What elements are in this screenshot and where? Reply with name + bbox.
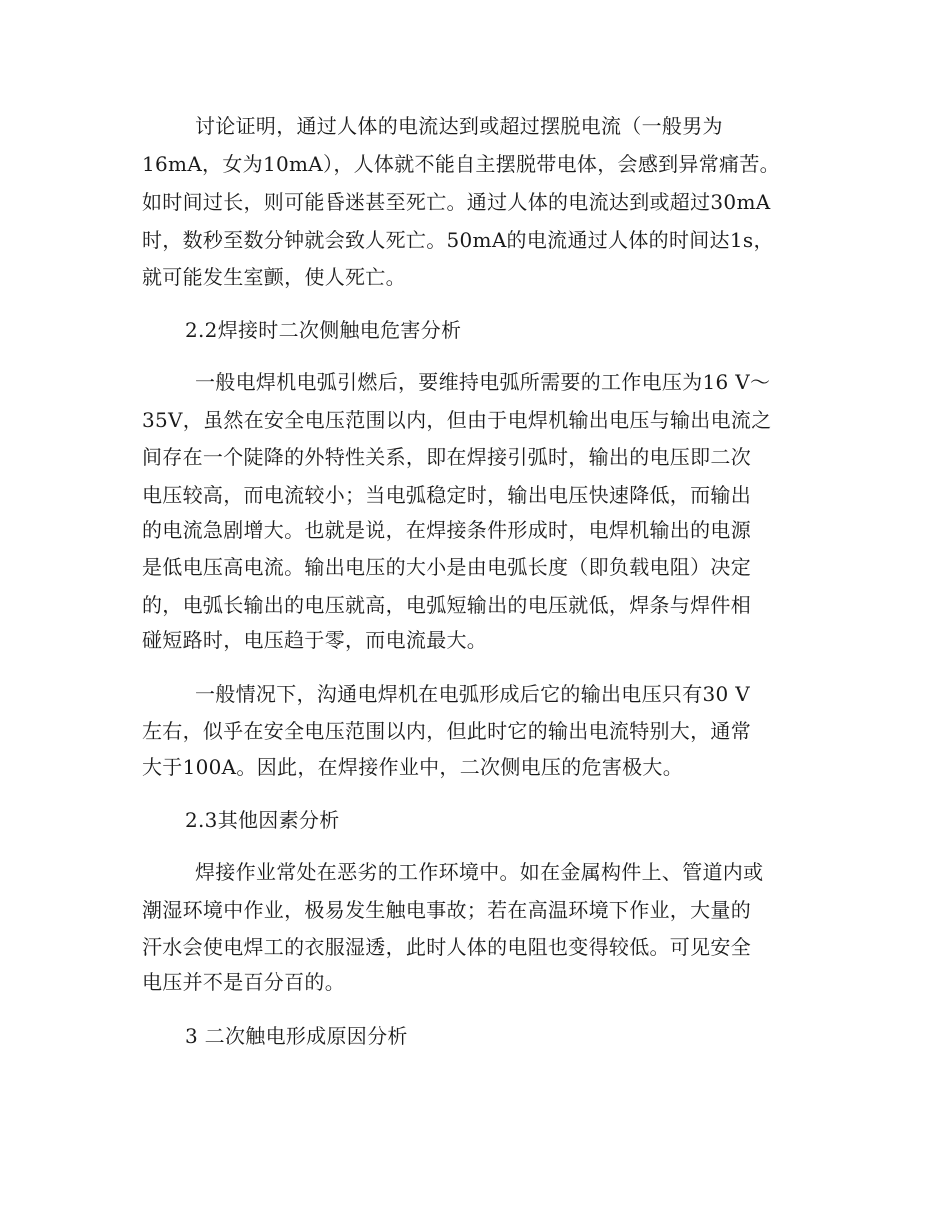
paragraph-line: 一般情况下，沟通电焊机在电弧形成后它的输出电压只有30 V (195, 682, 750, 706)
paragraph-line: 就可能发生室颤，使人死亡。 (142, 265, 406, 289)
paragraph-line: 讨论证明，通过人体的电流达到或超过摆脱电流（一般男为 (195, 114, 723, 138)
paragraph-line: 大于100A。因此，在焊接作业中，二次侧电压的危害极大。 (142, 755, 684, 779)
section-heading: 3 二次触电形成原因分析 (185, 1024, 408, 1048)
paragraph-line: 间存在一个陡降的外特性关系，即在焊接引弧时，输出的电压即二次 (142, 445, 751, 469)
paragraph-line: 碰短路时，电压趋于零，而电流最大。 (142, 628, 488, 652)
paragraph-line: 左右，似乎在安全电压范围以内，但此时它的输出电流特别大，通常 (142, 719, 751, 743)
paragraph-line: 潮湿环境中作业，极易发生触电事故；若在高温环境下作业，大量的 (142, 898, 751, 922)
paragraph-line: 35V，虽然在安全电压范围以内，但由于电焊机输出电压与输出电流之 (142, 408, 772, 432)
paragraph-line: 时，数秒至数分钟就会致人死亡。50mA的电流通过人体的时间达1s， (142, 228, 774, 252)
paragraph-line: 的，电弧长输出的电压就高，电弧短输出的电压就低，焊条与焊件相 (142, 593, 751, 617)
paragraph-line: 汗水会使电焊工的衣服湿透，此时人体的电阻也变得较低。可见安全 (142, 935, 751, 959)
paragraph-line: 电压较高，而电流较小；当电弧稳定时，输出电压快速降低，而输出 (142, 483, 751, 507)
paragraph-line: 如时间过长，则可能昏迷甚至死亡。通过人体的电流达到或超过30mA (142, 190, 771, 214)
paragraph-line: 焊接作业常处在恶劣的工作环境中。如在金属构件上、管道内或 (195, 860, 764, 884)
paragraph-line: 的电流急剧增大。也就是说，在焊接条件形成时，电焊机输出的电源 (142, 518, 751, 542)
paragraph-line: 16mA，女为10mA），人体就不能自主摆脱带电体，会感到异常痛苦。 (142, 152, 780, 176)
paragraph-line: 电压并不是百分百的。 (142, 970, 345, 994)
paragraph-line: 一般电焊机电弧引燃后，要维持电弧所需要的工作电压为16 V～ (195, 370, 771, 394)
section-heading: 2.2焊接时二次侧触电危害分析 (185, 318, 462, 342)
paragraph-line: 是低电压高电流。输出电压的大小是由电弧长度（即负载电阻）决定 (142, 555, 751, 579)
section-heading: 2.3其他因素分析 (185, 808, 340, 832)
